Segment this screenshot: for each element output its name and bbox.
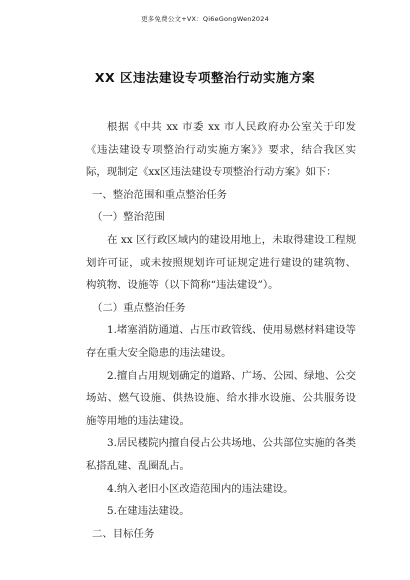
task-item-4: 4.纳入老旧小区改造范围内的违法建设。 <box>107 482 294 495</box>
header-note: 更多免费公文+VX：Qi6eGongWen2024 <box>141 15 269 23</box>
task-item-5: 5.在建违法建设。 <box>107 505 190 518</box>
intro-paragraph: 根据《中共 xx 市委 xx 市人民政府办公室关于印发《违法建设专项整治行动实施方案》》要求，结合我区实际，现制定《xx区违法建设专项整治行动方案》如下： <box>86 121 356 179</box>
document-title: XX 区违法建设专项整治行动实施方案 <box>94 70 316 85</box>
document-body <box>86 116 356 545</box>
task-item-1: 1.堵塞消防通道、占压市政管线、使用易燃材料建设等存在重大安全隐患的违法建设。 <box>86 324 356 359</box>
section-heading-1: 一、整治范围和重点整治任务 <box>92 188 228 201</box>
section-heading-2: 二、目标任务 <box>92 527 155 540</box>
subsection-heading-1: （一）整治范围 <box>92 211 165 224</box>
task-item-3: 3.居民楼院内擅自侵占公共场地、公共部位实施的各类私搭乱建、乱圈乱占。 <box>86 437 356 472</box>
scope-paragraph: 在 xx 区行政区域内的建设用地上，未取得建设工程规划许可证，或未按照规划许可证规定进行建设的建筑物、构筑物、设施等（以下简称“违法建设”）。 <box>86 233 356 292</box>
subsection-heading-2: （二）重点整治任务 <box>92 301 186 314</box>
task-item-2: 2.擅自占用规划确定的道路、广场、公园、绿地、公交场站、燃气设施、供热设施、给水排水设施、公共服务设施等用地的违法建设。 <box>86 369 356 427</box>
